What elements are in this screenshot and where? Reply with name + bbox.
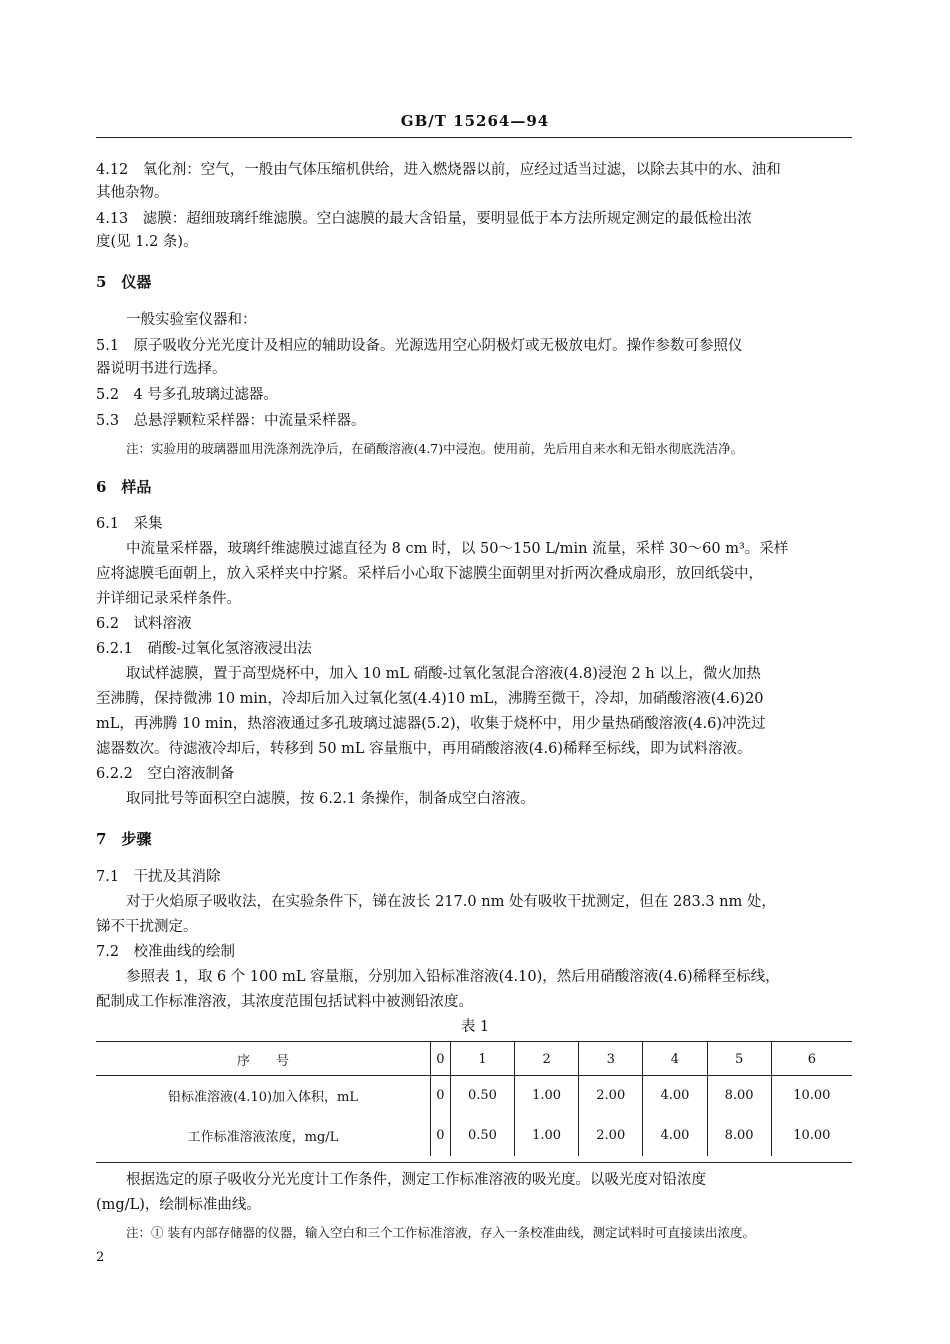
clause-4-13-line1: 4.13 滤膜：超细玻璃纤维滤膜。空白滤膜的最大含铅量，要明显低于本方法所规定测定的最低检出浓 xyxy=(96,211,752,227)
clause-6-1-line2: 应将滤膜毛面朝上，放入采样夹中拧紧。采样后小心取下滤膜尘面朝里对折两次叠成扇形，放回纸袋中， xyxy=(96,566,763,582)
clause-5-1-line2: 器说明书进行选择。 xyxy=(96,361,227,377)
table-cell: 1.00 xyxy=(515,1076,579,1114)
table-cell-label: 工作标准溶液浓度，mg/L xyxy=(187,1129,339,1145)
table-cell: 4.00 xyxy=(643,1076,707,1114)
clause-7-2-line2: 配制成工作标准溶液，其浓度范围包括试料中被测铅浓度。 xyxy=(96,994,473,1010)
table-bottom-rule xyxy=(96,1162,852,1163)
clause-4-13-line2: 度(见 1.2 条)。 xyxy=(96,234,198,250)
clause-6-2: 6.2 试料溶液 xyxy=(96,616,192,632)
section-7-heading: 7 步骤 xyxy=(96,830,152,848)
table-cell: 1 xyxy=(450,1042,514,1076)
table-cell: 2.00 xyxy=(579,1114,643,1156)
clause-6-2-1-line4: 滤器数次。待滤液冷却后，转移到 50 mL 容量瓶中，再用硝酸溶液(4.6)稀释至标线，即为试料溶液。 xyxy=(96,741,752,757)
section-5-intro: 一般实验室仪器和： xyxy=(126,312,257,328)
section-7-note: 注：① 装有内部存储器的仪器，输入空白和三个工作标准溶液，存入一条校准曲线，测定试料时可直接读出浓度。 xyxy=(126,1225,755,1240)
table-cell: 6 xyxy=(771,1042,852,1076)
table-cell: 4 xyxy=(643,1042,707,1076)
table-row xyxy=(96,1042,852,1076)
clause-6-2-1-line3: mL，再沸腾 10 min，热溶液通过多孔玻璃过滤器(5.2)，收集于烧杯中，用少量热硝酸溶液(4.6)冲洗过 xyxy=(96,716,766,732)
table-cell: 2.00 xyxy=(579,1076,643,1114)
clause-7-1-line1: 对于火焰原子吸收法，在实验条件下，锑在波长 217.0 nm 处有吸收干扰测定，但在 283.3 nm 处， xyxy=(126,894,776,910)
after-table-line1: 根据选定的原子吸收分光光度计工作条件，测定工作标准溶液的吸光度。以吸光度对铅浓度 xyxy=(126,1172,706,1188)
table-cell: 2 xyxy=(515,1042,579,1076)
clause-6-1-line3: 并详细记录采样条件。 xyxy=(96,591,241,607)
section-5-heading: 5 仪器 xyxy=(96,273,152,291)
table-title: 表 1 xyxy=(460,1019,490,1035)
table-cell: 0.50 xyxy=(450,1114,514,1156)
section-6-heading: 6 样品 xyxy=(96,478,152,496)
clause-4-12-line1: 4.12 氧化剂：空气，一般由气体压缩机供给，进入燃烧器以前，应经过适当过滤，以除去其中的水、油和 xyxy=(96,162,781,178)
table-cell: 4.00 xyxy=(643,1114,707,1156)
clause-6-1-line1: 中流量采样器，玻璃纤维滤膜过滤直径为 8 cm 时，以 50～150 L/min 流量，采样 30～60 m³。采样 xyxy=(126,541,789,557)
table-cell: 10.00 xyxy=(771,1114,852,1156)
clause-7-2-line1: 参照表 1，取 6 个 100 mL 容量瓶，分别加入铅标准溶液(4.10)，然后用硝酸溶液(4.6)稀释至标线， xyxy=(126,969,780,985)
clause-6-2-2-line1: 取同批号等面积空白滤膜，按 6.2.1 条操作，制备成空白溶液。 xyxy=(126,791,535,807)
clause-6-1: 6.1 采集 xyxy=(96,516,163,532)
clause-6-2-1-line1: 取试样滤膜，置于高型烧杯中，加入 10 mL 硝酸-过氧化氢混合溶液(4.8)浸泡 2 h 以上，微火加热 xyxy=(126,666,761,682)
table-cell: 5 xyxy=(707,1042,771,1076)
clause-5-1-line1: 5.1 原子吸收分光光度计及相应的辅助设备。光源选用空心阴极灯或无极放电灯。操作参数可参照仪 xyxy=(96,338,743,354)
table-cell: 0 xyxy=(431,1042,451,1076)
table-row xyxy=(96,1076,852,1114)
table-row xyxy=(96,1114,852,1156)
clause-6-2-2: 6.2.2 空白溶液制备 xyxy=(96,766,235,782)
table-cell: 0.50 xyxy=(450,1076,514,1114)
table-cell-label: 序 号 xyxy=(236,1053,289,1069)
clause-6-2-1: 6.2.1 硝酸-过氧化氢溶液浸出法 xyxy=(96,641,312,657)
clause-7-2: 7.2 校准曲线的绘制 xyxy=(96,944,236,960)
table-cell-label: 铅标准溶液(4.10)加入体积，mL xyxy=(167,1089,359,1105)
clause-5-3: 5.3 总悬浮颗粒采样器：中流量采样器。 xyxy=(96,413,366,429)
table-cell: 8.00 xyxy=(707,1114,771,1156)
calibration-table xyxy=(96,1042,852,1156)
standard-header: GB/T 15264—94 xyxy=(400,112,550,130)
clause-4-12-line2: 其他杂物。 xyxy=(96,185,169,201)
after-table-line2: (mg/L)，绘制标准曲线。 xyxy=(96,1197,261,1213)
page-number: 2 xyxy=(96,1250,105,1265)
table-cell: 0 xyxy=(431,1076,451,1114)
clause-5-2: 5.2 4 号多孔玻璃过滤器。 xyxy=(96,387,278,403)
clause-6-2-1-line2: 至沸腾，保持微沸 10 min，冷却后加入过氧化氢(4.4)10 mL，沸腾至微干，冷却，加硝酸溶液(4.6)20 xyxy=(96,691,764,707)
clause-7-1-line2: 锑不干扰测定。 xyxy=(96,919,198,935)
header-rule xyxy=(96,137,852,138)
table-cell: 8.00 xyxy=(707,1076,771,1114)
table-cell: 1.00 xyxy=(515,1114,579,1156)
section-5-note: 注：实验用的玻璃器皿用洗涤剂洗净后，在硝酸溶液(4.7)中浸泡。使用前，先后用自来水和无铅水彻底洗洁净。 xyxy=(126,441,744,456)
table-cell: 3 xyxy=(579,1042,643,1076)
table-cell: 10.00 xyxy=(771,1076,852,1114)
table-cell: 0 xyxy=(431,1114,451,1156)
clause-7-1: 7.1 干扰及其消除 xyxy=(96,869,221,885)
